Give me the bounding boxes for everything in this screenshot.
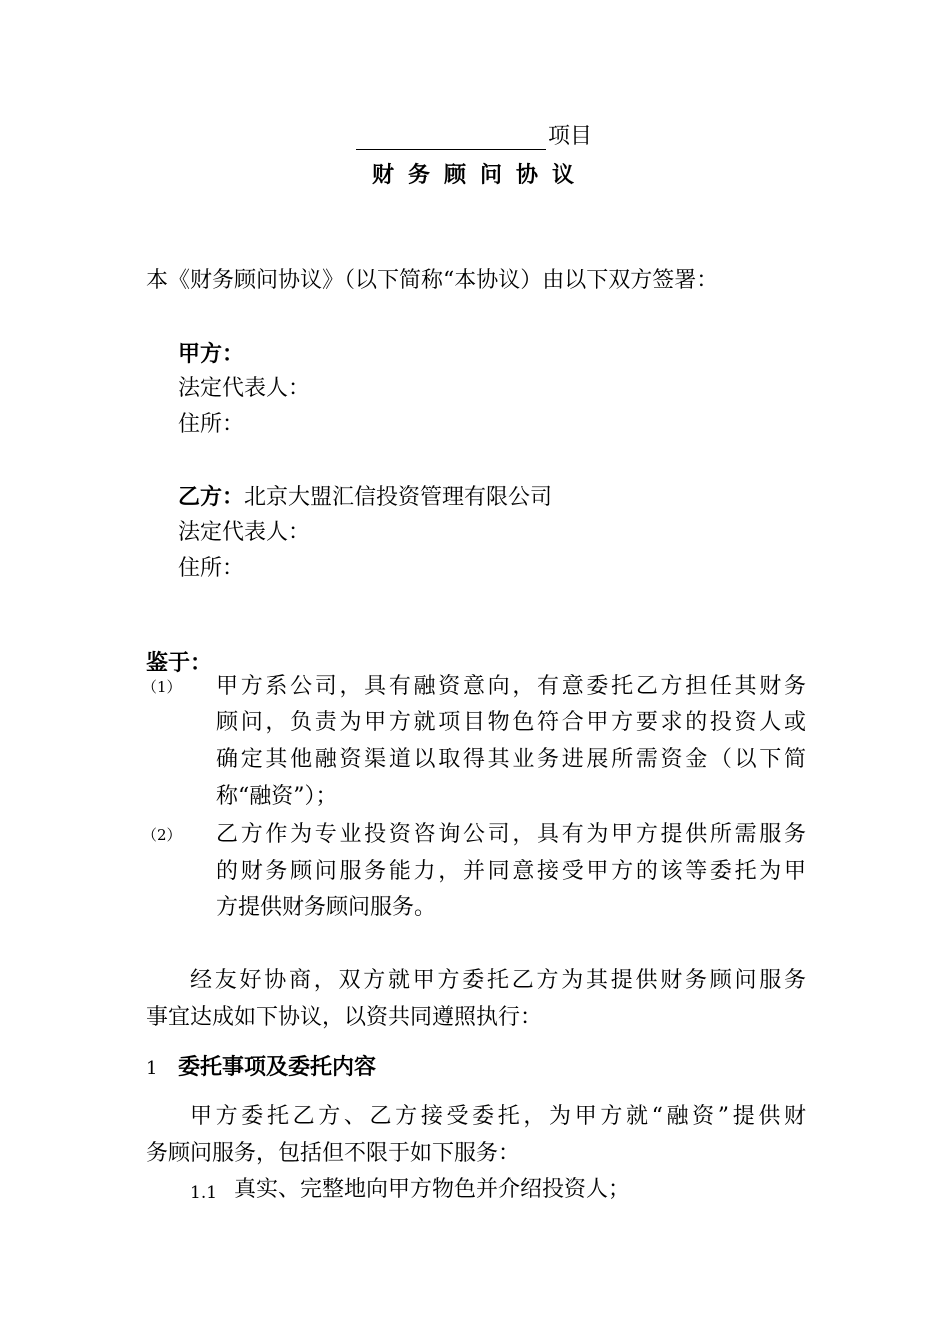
section-1-number: 1	[146, 1058, 158, 1079]
whereas-item-1-line-4: 称“融资”）；	[216, 784, 338, 809]
section-1-line-2: 务顾问服务，包括但不限于如下服务：	[146, 1141, 521, 1166]
document-title: 财务顾问协议	[372, 162, 589, 188]
section-1-line-1: 甲方委托乙方、乙方接受委托，为甲方就“融资”提供财	[190, 1104, 806, 1129]
agreement-line-2: 事宜达成如下协议，以资共同遵照执行：	[146, 1005, 543, 1030]
whereas-heading: 鉴于：	[146, 650, 213, 676]
section-1-heading: 委托事项及委托内容	[178, 1054, 377, 1080]
project-name-blank	[356, 127, 546, 150]
whereas-item-2-number: （2）	[142, 826, 182, 844]
whereas-item-1-line-3: 确定其他融资渠道以取得其业务进展所需资金（以下简	[216, 747, 806, 772]
party-a-representative: 法定代表人：	[178, 376, 311, 401]
party-b-address: 住所：	[178, 556, 245, 581]
whereas-item-2-line-3: 方提供财务顾问服务。	[216, 895, 437, 920]
party-b-label: 乙方：	[178, 484, 245, 510]
party-a-label: 甲方：	[178, 341, 245, 367]
project-line	[356, 124, 592, 150]
party-b-representative: 法定代表人：	[178, 520, 311, 545]
whereas-item-1-line-2: 顾问，负责为甲方就项目物色符合甲方要求的投资人或	[216, 710, 806, 735]
section-1-1-number: 1.1	[190, 1183, 218, 1203]
whereas-item-2-line-2: 的财务顾问服务能力，并同意接受甲方的该等委托为甲	[216, 859, 806, 884]
whereas-item-1-number: （1）	[142, 678, 182, 696]
intro-paragraph: 本《财务顾问协议》（以下简称“本协议）由以下双方签署：	[146, 268, 719, 293]
project-suffix: 项目	[548, 124, 593, 149]
party-b-line	[178, 484, 552, 511]
party-a-address: 住所：	[178, 412, 245, 437]
agreement-line-1: 经友好协商，双方就甲方委托乙方为其提供财务顾问服务	[190, 968, 806, 993]
whereas-item-1-line-1: 甲方系公司，具有融资意向，有意委托乙方担任其财务	[216, 674, 806, 699]
party-b-name: 北京大盟汇信投资管理有限公司	[244, 485, 553, 510]
whereas-item-2-line-1: 乙方作为专业投资咨询公司，具有为甲方提供所需服务	[216, 822, 806, 847]
section-1-1-text: 真实、完整地向甲方物色并介绍投资人；	[234, 1177, 631, 1202]
